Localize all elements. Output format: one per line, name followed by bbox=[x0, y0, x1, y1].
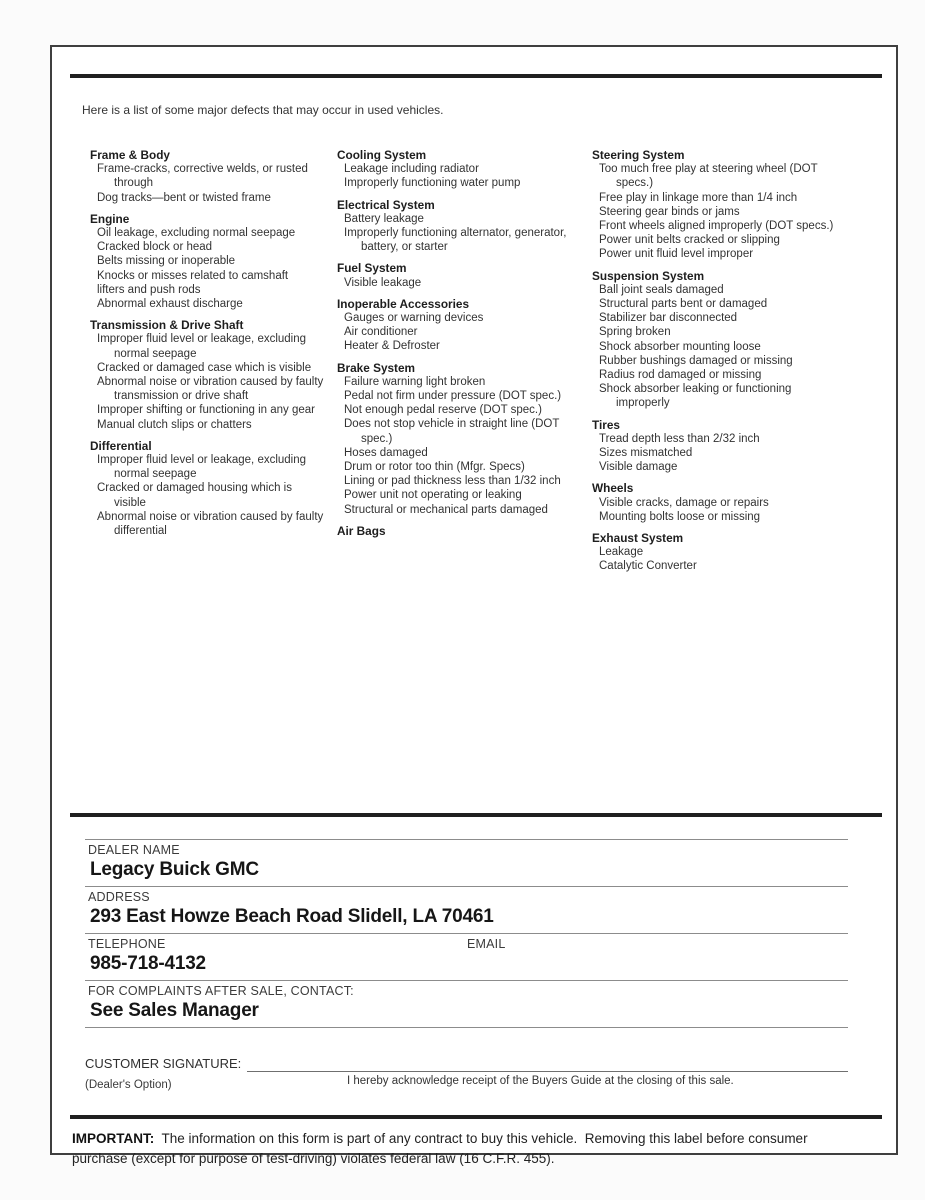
section-title: Transmission & Drive Shaft bbox=[90, 318, 244, 333]
defect-item: Free play in linkage more than 1/4 inch bbox=[599, 191, 798, 204]
complaints-value: See Sales Manager bbox=[90, 1000, 259, 1021]
defect-item: Hoses damaged bbox=[344, 446, 428, 459]
dealer-name-value: Legacy Buick GMC bbox=[90, 859, 259, 880]
signature-sub-row bbox=[85, 1075, 848, 1091]
defects-columns bbox=[90, 148, 850, 813]
mid-rule bbox=[70, 813, 882, 817]
defect-item: Improperly functioning water pump bbox=[344, 177, 521, 190]
important-notice bbox=[72, 1129, 834, 1168]
telephone-label: TELEPHONE bbox=[88, 937, 166, 951]
defect-item: Air conditioner bbox=[344, 326, 418, 339]
address-label: ADDRESS bbox=[88, 890, 150, 904]
defect-item: Stabilizer bar disconnected bbox=[599, 312, 738, 325]
important-label: IMPORTANT: bbox=[72, 1131, 155, 1146]
complaints-field bbox=[85, 980, 848, 1027]
customer-signature-label: CUSTOMER SIGNATURE: bbox=[85, 1056, 242, 1071]
dealer-name-field bbox=[85, 839, 848, 886]
defect-item: Shock absorber mounting loose bbox=[599, 340, 761, 353]
defect-item: Shock absorber leaking or functioning improperly bbox=[599, 383, 792, 410]
dealers-option-label: (Dealer's Option) bbox=[85, 1079, 172, 1091]
defect-item: Tread depth less than 2/32 inch bbox=[599, 432, 760, 445]
defect-item: Frame-cracks, corrective welds, or rusted through bbox=[97, 163, 308, 190]
defect-item: Knocks or misses related to camshaft bbox=[97, 269, 289, 282]
defect-item: Improper fluid level or leakage, excluding normal seepage bbox=[97, 454, 307, 481]
defect-item: Visible damage bbox=[599, 461, 678, 474]
complaints-label: FOR COMPLAINTS AFTER SALE, CONTACT: bbox=[88, 984, 354, 998]
section-title: Wheels bbox=[592, 481, 634, 496]
defect-item: Lining or pad thickness less than 1/32 inch bbox=[344, 475, 561, 488]
defect-item: Catalytic Converter bbox=[599, 560, 697, 573]
telephone-value: 985-718-4132 bbox=[90, 953, 206, 974]
defects-column-2 bbox=[337, 148, 592, 574]
defect-item: lifters and push rods bbox=[97, 283, 201, 296]
defect-item: Drum or rotor too thin (Mfgr. Specs) bbox=[344, 461, 525, 474]
defect-item: Improper shifting or functioning in any gear bbox=[97, 404, 315, 417]
dealer-name-label: DEALER NAME bbox=[88, 843, 180, 857]
section-title: Electrical System bbox=[337, 197, 435, 212]
defect-item: Battery leakage bbox=[344, 212, 424, 225]
defect-item: Abnormal noise or vibration caused by faulty differential bbox=[97, 510, 324, 538]
top-rule bbox=[70, 74, 882, 78]
defect-item: Power unit fluid level improper bbox=[599, 248, 754, 261]
section-title: Inoperable Accessories bbox=[337, 296, 470, 311]
defect-item: Abnormal exhaust discharge bbox=[97, 298, 243, 311]
section-title: Exhaust System bbox=[592, 531, 684, 546]
acknowledgement-text: I hereby acknowledge receipt of the Buyers Guide at the closing of this sale. bbox=[347, 1075, 734, 1087]
defect-item: Structural parts bent or damaged bbox=[599, 298, 768, 311]
section-title: Fuel System bbox=[337, 261, 407, 276]
defect-item: Power unit not operating or leaking bbox=[344, 489, 522, 502]
defect-item: Cracked or damaged housing which is visible bbox=[97, 482, 292, 509]
defect-item: Spring broken bbox=[599, 326, 671, 339]
telephone-email-field bbox=[85, 933, 848, 980]
section-title: Tires bbox=[592, 417, 620, 432]
defect-item: Does not stop vehicle in straight line (DOT spec.) bbox=[344, 418, 560, 445]
defect-item: Manual clutch slips or chatters bbox=[97, 418, 252, 431]
section-title: Cooling System bbox=[337, 148, 427, 162]
email-subfield bbox=[467, 937, 848, 976]
buyers-guide-back-page bbox=[50, 45, 898, 1166]
defects-column-1 bbox=[90, 148, 337, 574]
signature-block bbox=[85, 1056, 848, 1091]
defect-item: Improperly functioning alternator, generator, battery, or starter bbox=[344, 227, 567, 254]
defect-item: Belts missing or inoperable bbox=[97, 255, 236, 268]
defect-item: Dog tracks—bent or twisted frame bbox=[97, 191, 271, 204]
defect-item: Sizes mismatched bbox=[599, 447, 693, 460]
defect-item: Too much free play at steering wheel (DOT specs.) bbox=[599, 163, 818, 190]
defect-item: Leakage including radiator bbox=[344, 163, 479, 176]
section-title: Differential bbox=[90, 438, 152, 453]
defect-item: Abnormal noise or vibration caused by faulty transmission or drive shaft bbox=[97, 376, 324, 403]
address-field bbox=[85, 886, 848, 933]
section-title: Brake System bbox=[337, 360, 416, 375]
signature-line bbox=[247, 1057, 848, 1072]
defect-item: Gauges or warning devices bbox=[344, 312, 484, 325]
bottom-rule bbox=[70, 1115, 882, 1119]
defect-item: Visible cracks, damage or repairs bbox=[599, 496, 769, 509]
defect-item: Structural or mechanical parts damaged bbox=[344, 503, 548, 516]
important-text: The information on this form is part of any contract to buy this vehicle. Removing this label before consumer purchase (except for purpose of test-driving) violates federal law (16 C.F.R. 455). bbox=[72, 1131, 812, 1166]
defect-item: Heater & Defroster bbox=[344, 340, 440, 353]
section-title: Steering System bbox=[592, 148, 685, 162]
defect-item: Radius rod damaged or missing bbox=[599, 369, 762, 382]
defect-item: Improper fluid level or leakage, excluding normal seepage bbox=[97, 333, 307, 360]
section-title: Air Bags bbox=[337, 523, 386, 538]
defect-item: Ball joint seals damaged bbox=[599, 283, 724, 296]
defect-item: Failure warning light broken bbox=[344, 375, 486, 388]
defect-item: Front wheels aligned improperly (DOT specs.) bbox=[599, 220, 834, 233]
defect-item: Rubber bushings damaged or missing bbox=[599, 354, 793, 367]
section-title: Suspension System bbox=[592, 268, 705, 283]
signature-row bbox=[85, 1056, 848, 1072]
defect-item: Leakage bbox=[599, 546, 644, 559]
defect-item: Not enough pedal reserve (DOT spec.) bbox=[344, 404, 542, 417]
section-title: Frame & Body bbox=[90, 148, 170, 162]
defects-column-3 bbox=[592, 148, 850, 574]
address-value: 293 East Howze Beach Road Slidell, LA 70461 bbox=[90, 906, 494, 927]
section-title: Engine bbox=[90, 211, 130, 226]
defect-item: Power unit belts cracked or slipping bbox=[599, 234, 780, 247]
defect-item: Mounting bolts loose or missing bbox=[599, 510, 761, 523]
telephone-subfield bbox=[88, 937, 467, 976]
email-label: EMAIL bbox=[467, 937, 506, 951]
defect-item: Pedal not firm under pressure (DOT spec.) bbox=[344, 390, 562, 403]
dealer-form bbox=[85, 839, 848, 1028]
intro-text: Here is a list of some major defects that may occur in used vehicles. bbox=[82, 103, 444, 117]
defect-item: Cracked block or head bbox=[97, 241, 213, 254]
defect-item: Cracked or damaged case which is visible bbox=[97, 361, 312, 374]
defect-item: Visible leakage bbox=[344, 276, 422, 289]
defect-item: Oil leakage, excluding normal seepage bbox=[97, 227, 296, 240]
defect-item: Steering gear binds or jams bbox=[599, 205, 740, 218]
